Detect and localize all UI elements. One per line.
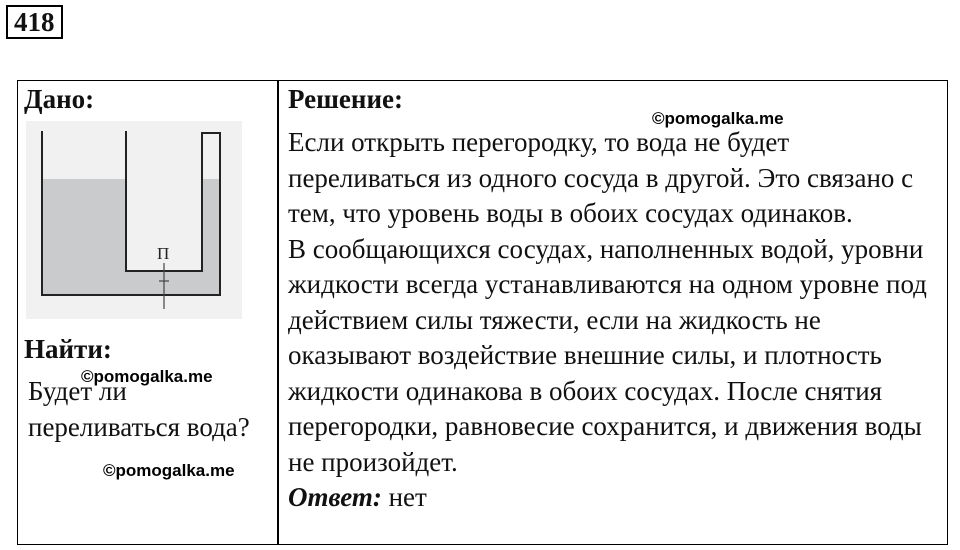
solution-text bbox=[288, 125, 943, 516]
communicating-vessels-figure bbox=[26, 121, 242, 319]
find-heading: Найти: bbox=[24, 334, 112, 364]
answer-line bbox=[288, 480, 943, 516]
watermark-top: ©pomogalka.me bbox=[652, 109, 784, 128]
partition-label: П bbox=[157, 244, 170, 263]
find-question: Будет ли переливаться вода? bbox=[28, 376, 250, 442]
solution-paragraph-2: В сообщающихся сосудах, наполненных водой, уровни жидкости всегда устанавливаются на одном уровне под действием силы тяжести, если на жидкость не оказывают воздействие внешние силы, и плотность жидкости одинакова в обоих сосудах. После снятия перегородки, равновесие сохранится, и движения воды не произойдет. bbox=[288, 233, 927, 477]
solution-heading: Решение: bbox=[288, 84, 403, 114]
given-heading: Дано: bbox=[24, 84, 95, 114]
watermark-left-bottom: ©pomogalka.me bbox=[103, 461, 235, 480]
problem-number: 418 bbox=[6, 5, 63, 39]
left-vessel-water bbox=[42, 179, 126, 295]
solution-paragraph-1: Если открыть перегородку, то вода не будет переливаться из одного сосуда в другой. Это связано с тем, что уровень воды в обоих сосудах одинаков. bbox=[288, 127, 914, 228]
watermark-left-middle: ©pomogalka.me bbox=[81, 367, 213, 386]
problem-table bbox=[17, 80, 948, 545]
column-divider bbox=[277, 81, 279, 544]
right-vessel-water bbox=[202, 179, 220, 295]
answer-value: нет bbox=[388, 482, 427, 512]
answer-label: Ответ: bbox=[288, 482, 382, 512]
